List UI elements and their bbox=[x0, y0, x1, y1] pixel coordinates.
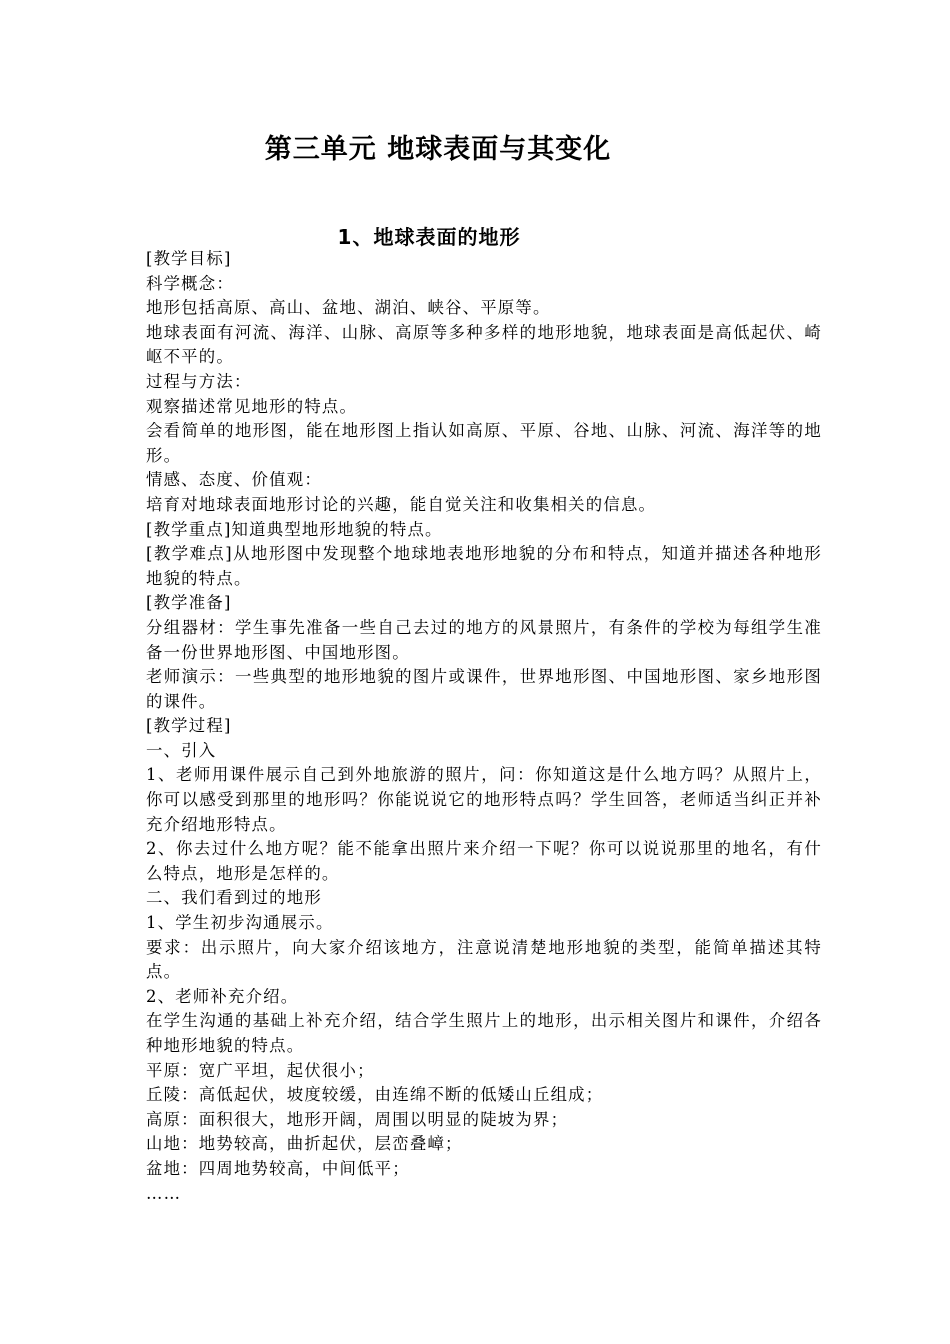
lesson-title: 1、地球表面的地形 bbox=[337, 225, 521, 249]
list-item: 平原：宽广平坦，起伏很小； bbox=[146, 1060, 375, 1080]
subheading: 过程与方法： bbox=[146, 371, 252, 391]
paragraph: 2、老师补充介绍。 bbox=[146, 986, 299, 1006]
unit-title: 第三单元 地球表面与其变化 bbox=[264, 134, 612, 165]
paragraph: 在学生沟通的基础上补充介绍，结合学生照片上的地形，出示相关图片和课件，介绍各种地形地貌的特点。 bbox=[146, 1011, 822, 1055]
paragraph: 分组器材：学生事先准备一些自己去过的地方的风景照片，有条件的学校为每组学生准备一份世界地形图、中国地形图。 bbox=[146, 617, 822, 662]
subheading: 二、我们看到过的地形 bbox=[146, 888, 322, 908]
section-heading: [教学准备] bbox=[146, 593, 232, 613]
paragraph: 培育对地球表面地形讨论的兴趣，能自觉关注和收集相关的信息。 bbox=[146, 494, 657, 514]
paragraph: 1、学生初步沟通展示。 bbox=[146, 913, 334, 933]
paragraph: 2、你去过什么地方呢？能不能拿出照片来介绍一下呢？你可以说说那里的地名，有什么特点，地形是怎样的。 bbox=[146, 839, 822, 883]
section-heading: [教学目标] bbox=[146, 249, 232, 268]
section-heading: [教学过程] bbox=[146, 716, 232, 736]
list-item: 山地：地势较高，曲折起伏，层峦叠嶂； bbox=[146, 1134, 463, 1154]
paragraph: 会看简单的地形图，能在地形图上指认如高原、平原、谷地、山脉、河流、海洋等的地形。 bbox=[146, 421, 822, 465]
subheading: 情感、态度、价值观： bbox=[146, 470, 322, 490]
list-item: 丘陵：高低起伏，坡度较缓，由连绵不断的低矮山丘组成； bbox=[146, 1085, 604, 1105]
subheading: 科学概念： bbox=[146, 273, 234, 293]
paragraph: 地形包括高原、高山、盆地、湖泊、峡谷、平原等。 bbox=[146, 298, 551, 318]
list-item: 盆地：四周地势较高，中间低平； bbox=[146, 1158, 410, 1178]
document-body bbox=[146, 247, 822, 1206]
list-item: 高原：面积很大，地形开阔，周围以明显的陡坡为界； bbox=[146, 1109, 569, 1129]
paragraph: 地球表面有河流、海洋、山脉、高原等多种多样的地形地貌，地球表面是高低起伏、崎岖不平的。 bbox=[146, 322, 822, 367]
ellipsis: …… bbox=[146, 1183, 182, 1203]
subheading: 一、引入 bbox=[146, 740, 217, 760]
paragraph: 观察描述常见地形的特点。 bbox=[146, 396, 358, 416]
paragraph: 1、老师用课件展示自己到外地旅游的照片，问：你知道这是什么地方吗？从照片上，你可以感受到那里的地形吗？你能说说它的地形特点吗？学生回答，老师适当纠正并补充介绍地形特点。 bbox=[146, 765, 822, 834]
section-heading: [教学难点]从地形图中发现整个地球地表地形地貌的分布和特点，知道并描述各种地形地貌的特点。 bbox=[146, 544, 822, 588]
paragraph: 要求：出示照片，向大家介绍该地方，注意说清楚地形地貌的类型，能简单描述其特点。 bbox=[146, 937, 822, 982]
paragraph: 老师演示：一些典型的地形地貌的图片或课件，世界地形图、中国地形图、家乡地形图的课件。 bbox=[146, 667, 822, 711]
section-heading: [教学重点]知道典型地形地貌的特点。 bbox=[146, 519, 443, 539]
